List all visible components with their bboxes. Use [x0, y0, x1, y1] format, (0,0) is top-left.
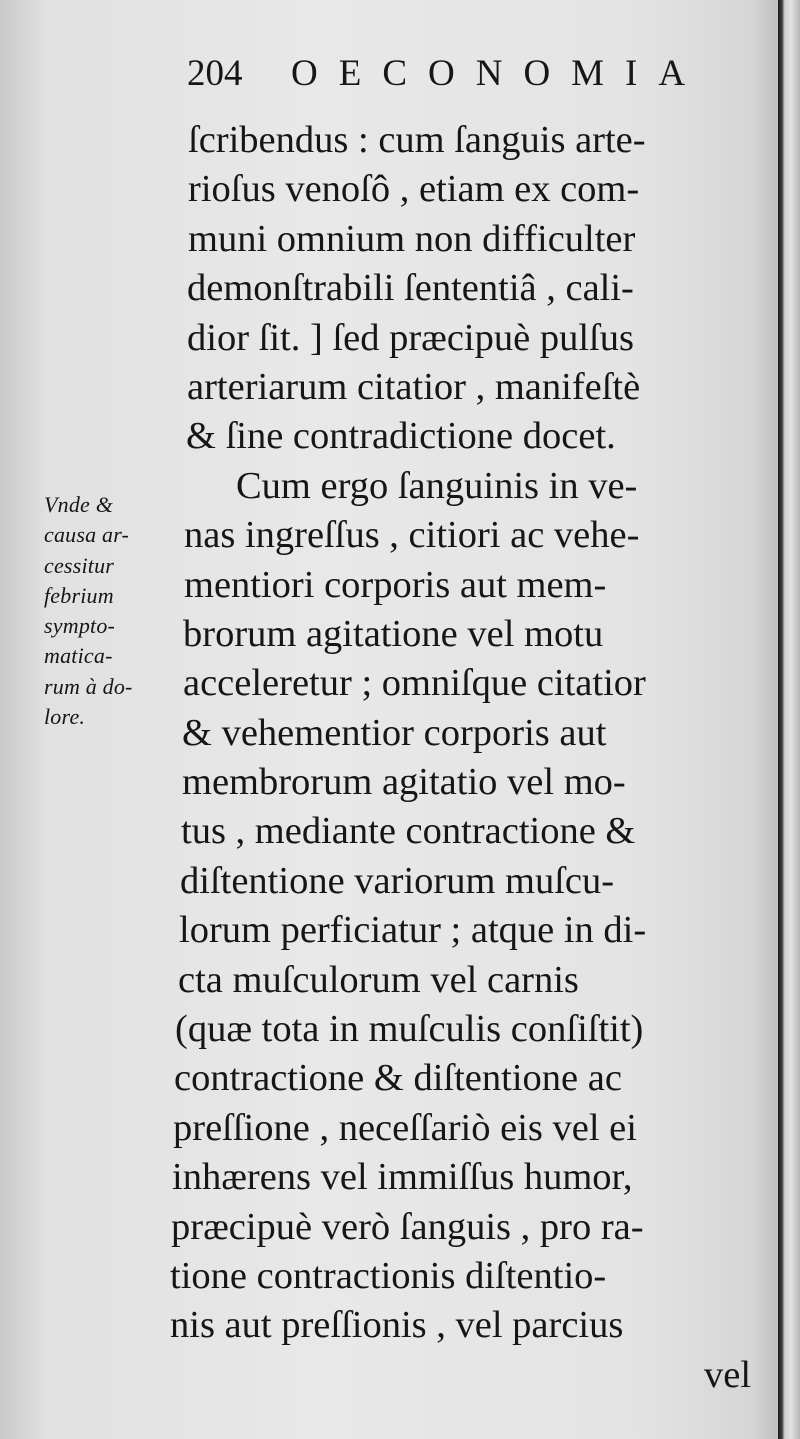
text-line: præcipuè verò ſanguis , pro ra- [171, 1205, 644, 1248]
text-line: cta muſculorum vel carnis [178, 958, 579, 1001]
book-gutter [778, 0, 800, 1439]
text-line: ſcribendus : cum ſanguis arte- [188, 119, 646, 161]
text-line: nis aut preſſionis , vel parcius [170, 1304, 624, 1347]
marginal-note [44, 490, 169, 732]
text-line: rioſus venoſô , etiam ex com- [188, 168, 640, 211]
text-line: membrorum agitatio vel mo- [182, 761, 626, 804]
text-line: lorum perficiatur ; atque in di- [179, 909, 647, 952]
marginal-note-line: sympto- [44, 613, 116, 639]
running-title: OECONOMIA [291, 53, 707, 94]
body-text [170, 116, 760, 1400]
text-line: arteriarum citatior , manifeſtè [187, 365, 641, 408]
page-number: 204 [187, 53, 243, 94]
text-line: demonſtrabili ſententiâ , cali- [187, 267, 634, 310]
text-line: mentiori corporis aut mem- [184, 563, 607, 606]
marginal-note-line: Vnde & [44, 492, 114, 517]
text-line: preſſione , neceſſariò eis vel ei [173, 1106, 637, 1149]
text-line: diſtentione variorum muſcu- [180, 859, 615, 902]
text-line: inhærens vel immiſſus humor, [172, 1156, 633, 1199]
text-line: (quæ tota in muſculis conſiſtit) [175, 1008, 644, 1051]
text-line: & vehementior corporis aut [182, 711, 607, 754]
text-line: contractione & diſtentione ac [174, 1057, 622, 1100]
text-line: tione contractionis diſtentio- [170, 1254, 607, 1297]
paragraph-start-line: Cum ergo ſanguinis in ve- [236, 464, 638, 507]
text-line: nas ingreſſus , citiori ac vehe- [184, 514, 640, 557]
marginal-note-line: febrium [44, 582, 114, 608]
text-line: dior ſit. ] ſed præcipuè pulſus [187, 316, 634, 359]
text-line: acceleretur ; omniſque citatior [183, 662, 646, 705]
text-line: muni omnium non difficulter [188, 217, 636, 260]
marginal-note-line: matica- [44, 643, 113, 669]
text-line: & ſine contradictione docet. [186, 415, 616, 458]
marginal-note-line: cessitur [44, 552, 115, 578]
text-line: tus , mediante contractione & [181, 810, 636, 853]
marginal-note-line: lore. [44, 704, 86, 730]
marginal-note-line: causa ar- [44, 522, 130, 548]
text-line: brorum agitatione vel motu [183, 612, 604, 655]
marginal-note-line: rum à do- [44, 673, 133, 699]
catchword: vel [704, 1353, 752, 1396]
